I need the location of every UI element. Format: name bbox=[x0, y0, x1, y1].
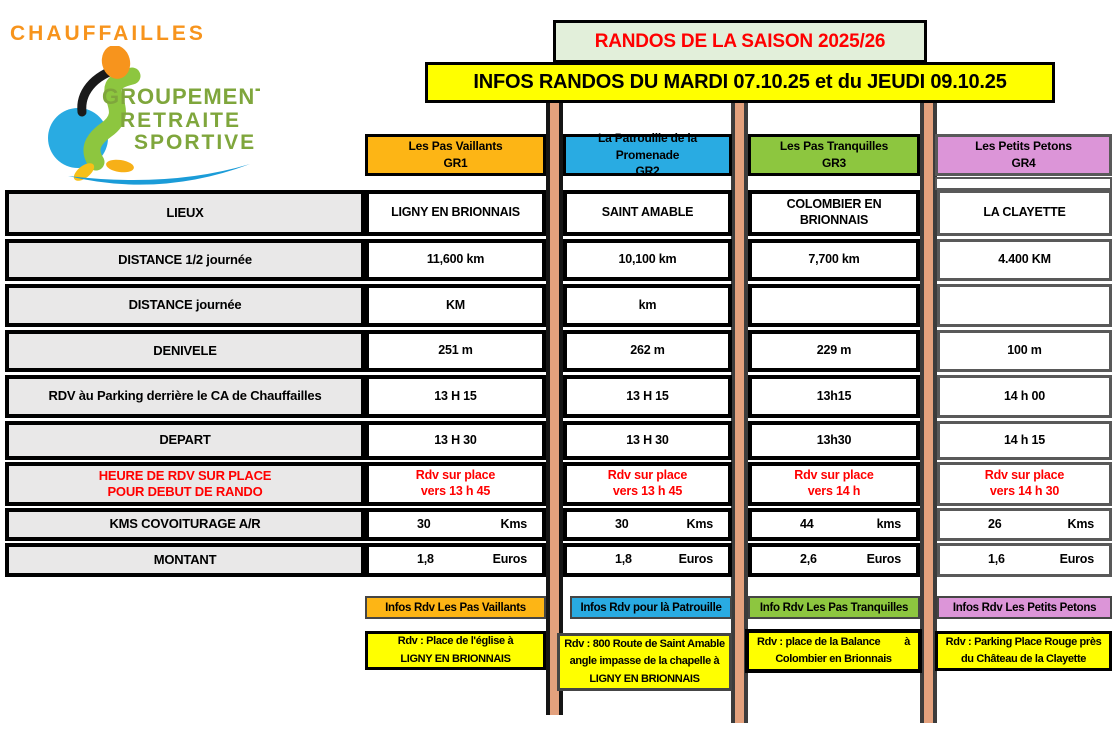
rdv-line: Colombier en Brionnais bbox=[775, 653, 892, 665]
rdv-line: Rdv : 800 Route de Saint Amable bbox=[564, 638, 725, 651]
cell-heure-gr3 bbox=[748, 462, 920, 506]
rdv-info-gr1 bbox=[365, 631, 546, 670]
info-header-gr2: Infos Rdv pour là Patrouille bbox=[570, 596, 732, 619]
cell-rdv-gr2: 13 H 15 bbox=[563, 375, 732, 418]
foot-right-shape bbox=[105, 158, 134, 174]
label-line2: POUR DEBUT DE RANDO bbox=[107, 484, 263, 499]
signpost-pole-3 bbox=[920, 100, 937, 723]
cell-kms-gr3 bbox=[748, 508, 920, 541]
infos-banner-text: INFOS RANDOS DU MARDI 07.10.25 et du JEUDI 09.10.25 bbox=[473, 71, 1007, 93]
info-header-gr4: Infos Rdv Les Petits Petons bbox=[937, 596, 1112, 619]
rdv-line: LIGNY EN BRIONNAIS bbox=[589, 672, 700, 685]
cell-distj-gr1: KM bbox=[365, 284, 546, 327]
rdv-line-with-right bbox=[749, 634, 918, 651]
logo-word-retraite: RETRAITE bbox=[120, 109, 241, 132]
cell-distj-gr2: km bbox=[563, 284, 732, 327]
group-code: GR3 bbox=[821, 156, 847, 170]
row-label-heure-rdv bbox=[5, 462, 365, 506]
info-header-gr1: Infos Rdv Les Pas Vaillants bbox=[365, 596, 546, 619]
row-label-depart: DEPART bbox=[5, 421, 365, 460]
cell-montant-gr2 bbox=[563, 543, 732, 577]
cell-dist12-gr1: 11,600 km bbox=[365, 239, 546, 281]
value-line2: vers 13 h 45 bbox=[612, 484, 683, 498]
rdv-info-gr2 bbox=[557, 633, 732, 691]
row-label-denivele: DENIVELE bbox=[5, 330, 365, 372]
row-label-lieux: LIEUX bbox=[5, 190, 365, 236]
cell-depart-gr3: 13h30 bbox=[748, 421, 920, 460]
cell-denivele-gr1: 251 m bbox=[365, 330, 546, 372]
cell-dist12-gr2: 10,100 km bbox=[563, 239, 732, 281]
rdv-info-gr4 bbox=[935, 631, 1112, 671]
kms-unit: Kms bbox=[686, 516, 713, 531]
rdv-line-right: à bbox=[904, 635, 910, 648]
cell-kms-gr1 bbox=[365, 508, 546, 541]
cell-lieux-gr2: SAINT AMABLE bbox=[563, 190, 732, 236]
group-name: Les Pas Vaillants bbox=[408, 139, 503, 154]
empty-strip-gr4 bbox=[935, 177, 1112, 190]
cell-dist12-gr4: 4.400 KM bbox=[937, 239, 1112, 281]
value-line2: vers 13 h 45 bbox=[420, 484, 491, 498]
cell-montant-gr3 bbox=[748, 543, 920, 577]
montant-unit: Euros bbox=[492, 552, 527, 567]
montant-value: 1,8 bbox=[615, 552, 632, 567]
logo-word-sportive: SPORTIVE bbox=[134, 131, 257, 154]
rdv-line: Rdv : Place de l'église à bbox=[397, 635, 514, 648]
group-name: Les Pas Tranquilles bbox=[779, 139, 889, 154]
cell-lieux-gr1: LIGNY EN BRIONNAIS bbox=[365, 190, 546, 236]
montant-value: 1,8 bbox=[417, 552, 434, 567]
value-line2: vers 14 h bbox=[807, 484, 861, 498]
club-logo bbox=[10, 22, 260, 187]
group-header-gr1 bbox=[365, 134, 546, 176]
label-line1: HEURE DE RDV SUR PLACE bbox=[98, 467, 272, 483]
row-label-distance-journee: DISTANCE journée bbox=[5, 284, 365, 327]
cell-lieux-gr3: COLOMBIER EN BRIONNAIS bbox=[748, 190, 920, 236]
row-label-distance-demi: DISTANCE 1/2 journée bbox=[5, 239, 365, 281]
cell-heure-gr2 bbox=[563, 462, 732, 506]
montant-value: 1,6 bbox=[988, 552, 1005, 567]
rdv-line: LIGNY EN BRIONNAIS bbox=[400, 652, 511, 665]
cell-montant-gr1 bbox=[365, 543, 546, 577]
cell-depart-gr4: 14 h 15 bbox=[937, 421, 1112, 460]
rdv-line: angle impasse de la chapelle à bbox=[569, 655, 720, 668]
value-line1: Rdv sur place bbox=[794, 468, 874, 483]
group-code: GR2 bbox=[635, 164, 660, 179]
value-line2: vers 14 h 30 bbox=[989, 484, 1060, 498]
group-code: GR1 bbox=[443, 156, 468, 170]
group-code: GR4 bbox=[1011, 156, 1036, 170]
season-title bbox=[553, 20, 927, 63]
cell-denivele-gr4: 100 m bbox=[937, 330, 1112, 372]
cell-depart-gr1: 13 H 30 bbox=[365, 421, 546, 460]
kms-unit: Kms bbox=[500, 516, 527, 531]
cell-heure-gr4 bbox=[937, 462, 1112, 506]
montant-unit: Euros bbox=[1059, 552, 1094, 567]
group-name: La Patrouille de la Promenade bbox=[598, 130, 697, 162]
kms-value: 44 bbox=[800, 516, 814, 531]
cell-distj-gr3 bbox=[748, 284, 920, 327]
cell-dist12-gr3: 7,700 km bbox=[748, 239, 920, 281]
cell-lieux-gr4: LA CLAYETTE bbox=[937, 190, 1112, 236]
rdv-line: Rdv : Parking Place Rouge près bbox=[945, 635, 1102, 648]
cell-depart-gr2: 13 H 30 bbox=[563, 421, 732, 460]
runner-figure-icon bbox=[10, 46, 260, 186]
montant-unit: Euros bbox=[866, 552, 901, 567]
cell-kms-gr2 bbox=[563, 508, 732, 541]
signpost-pole-1 bbox=[546, 100, 563, 715]
kms-value: 30 bbox=[615, 516, 629, 531]
cell-denivele-gr2: 262 m bbox=[563, 330, 732, 372]
cell-heure-gr1 bbox=[365, 462, 546, 506]
value-line1: Rdv sur place bbox=[415, 468, 496, 483]
kms-value: 30 bbox=[417, 516, 431, 531]
cell-denivele-gr3: 229 m bbox=[748, 330, 920, 372]
season-title-text: RANDOS DE LA SAISON 2025/26 bbox=[594, 30, 886, 52]
logo-word-groupement: GROUPEMENT bbox=[102, 84, 260, 109]
value-line1: Rdv sur place bbox=[984, 468, 1065, 483]
row-label-montant: MONTANT bbox=[5, 543, 365, 577]
kms-value: 26 bbox=[988, 516, 1002, 531]
cell-montant-gr4 bbox=[937, 543, 1112, 577]
cell-distj-gr4 bbox=[937, 284, 1112, 327]
rdv-info-gr3 bbox=[745, 629, 922, 673]
cell-kms-gr4 bbox=[937, 508, 1112, 541]
cell-rdv-gr4: 14 h 00 bbox=[937, 375, 1112, 418]
group-name: Les Petits Petons bbox=[975, 139, 1072, 154]
info-header-gr3: Info Rdv Les Pas Tranquilles bbox=[748, 596, 920, 619]
kms-unit: Kms bbox=[1067, 516, 1094, 531]
group-header-gr2 bbox=[563, 130, 732, 179]
kms-unit: kms bbox=[876, 516, 901, 531]
cell-rdv-gr3: 13h15 bbox=[748, 375, 920, 418]
montant-value: 2,6 bbox=[800, 552, 817, 567]
rdv-line: Rdv : place de la Balance bbox=[757, 635, 881, 648]
infos-banner bbox=[425, 62, 1055, 103]
group-header-gr4 bbox=[935, 134, 1112, 176]
rdv-line: du Château de la Clayette bbox=[960, 653, 1087, 665]
montant-unit: Euros bbox=[678, 552, 713, 567]
cell-rdv-gr1: 13 H 15 bbox=[365, 375, 546, 418]
logo-city-text: CHAUFFAILLES bbox=[10, 22, 206, 45]
row-label-rdv-parking: RDV àu Parking derrière le CA de Chauffailles bbox=[5, 375, 365, 418]
group-header-gr3 bbox=[748, 134, 920, 176]
value-line1: Rdv sur place bbox=[607, 468, 688, 483]
row-label-kms-covoiturage: KMS COVOITURAGE A/R bbox=[5, 508, 365, 541]
